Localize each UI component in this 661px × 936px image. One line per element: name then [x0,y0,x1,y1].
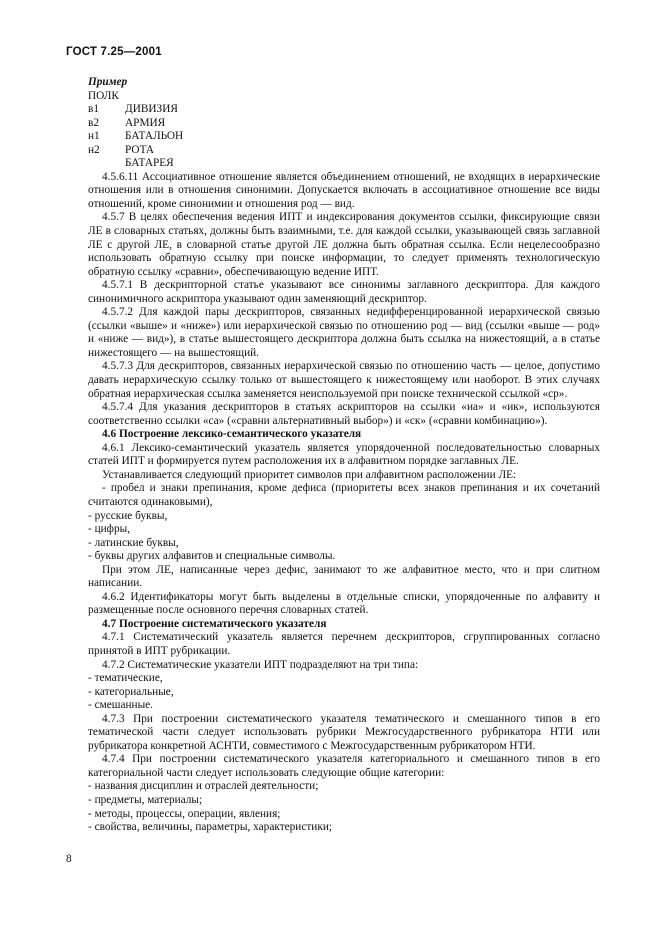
list-item: - цифры, [88,523,131,536]
example-term: ПОЛК [88,89,119,102]
example-code: в2 [88,116,99,129]
paragraph: 4.6.2 Идентификаторы могут быть выделены в отдельные списки, упорядоченные по алфавиту и размещенные после основного перечня словарных статей. [88,590,600,617]
list-item: - буквы других алфавитов и специальные символы. [88,550,336,563]
example-term: БАТАЛЬОН [125,130,184,143]
example-row [88,130,600,144]
section-heading: 4.6 Построение лексико-семантического указателя [102,428,362,441]
list-item: - латинские буквы, [88,536,179,549]
list-item: - тематические, [88,672,163,685]
example-block [88,76,600,171]
example-term: БАТАРЕЯ [125,157,174,170]
example-code: н2 [88,143,100,156]
example-code [88,157,125,171]
list-item: - категориальные, [88,685,174,698]
example-rows [88,90,600,171]
paragraph: 4.5.7.2 Для каждой пары дескрипторов, связанных недифференцированной иерархической связью (ссылки «выше» и «ниже») или иерархической связью по отношению род — вид (ссылки «выше — род» и «ниже — вид»), в статье вышестоящего дескриптора должна быть ссылка на нижестоящий, а в статье нижестоящего — на вышестоящий. [88,306,600,359]
example-row [88,103,600,117]
document-header: ГОСТ 7.25—2001 [66,46,162,58]
list-item: - смешанные. [88,699,153,712]
example-term: ДИВИЗИЯ [125,103,178,116]
paragraphs [88,171,600,835]
page-number: 8 [66,853,72,865]
example-term: РОТА [125,143,155,156]
example-row [88,117,600,131]
example-row [88,144,600,158]
paragraph: - пробел и знаки препинания, кроме дефиса (приоритеты всех знаков препинания и их сочетаний считаются одинаковыми), [88,482,600,508]
example-code: н1 [88,130,100,143]
paragraph: 4.7.1 Систематический указатель является перечнем дескрипторов, сгруппированных согласно принятой в ИПТ рубрикации. [88,631,600,657]
paragraph: При этом ЛЕ, написанные через дефис, занимают то же алфавитное место, что и при слитном написании. [88,563,600,590]
list-item: - русские буквы, [88,509,168,522]
paragraph: 4.5.7 В целях обеспечения ведения ИПТ и индексирования документов ссылки, фиксирующие связи ЛЕ в словарных статьях, должны быть взаимными, т.е. для каждой ссылки, указывающей связь заглавной ЛЕ с другой ЛЕ, в словарной статье другой ЛЕ должна быть обратная ссылка. Если нецелесообразно использовать обратную ссылку при поиске информации, то следует применять технологическую обратную ссылку «сравни», обеспечивающую ведение ИПТ. [88,211,600,278]
list-item: - предметы, материалы; [88,793,203,806]
example-row [88,157,600,171]
example-row [88,90,600,104]
list-item: - методы, процессы, операции, явления; [88,807,281,820]
example-code: в1 [88,103,99,116]
document-body [88,76,600,835]
paragraph: 4.5.7.1 В дескрипторной статье указывают все синонимы заглавного дескриптора. Для каждого синонимичного аскриптора указывают один заменяющий дескриптор. [88,279,600,305]
paragraph: 4.6.1 Лексико-семантический указатель является упорядоченной последовательностью словарных статей ИПТ и формируется путем расположения их в алфавитном порядке заглавных ЛЕ. [88,441,600,468]
paragraph: Устанавливается следующий приоритет символов при алфавитном расположении ЛЕ: [102,468,517,481]
example-title: Пример [88,76,128,88]
paragraph: 4.5.7.4 Для указания дескрипторов в статьях аскрипторов на ссылки «иа» и «ик», используются соответственно ссылки «са» («сравни альтернативный выбор») и «ск» («сравни комбинацию»). [88,401,600,427]
section-heading: 4.7 Построение систематического указателя [102,617,327,630]
example-term: АРМИЯ [125,116,166,129]
list-item: - названия дисциплин и отраслей деятельности; [88,780,319,793]
paragraph: 4.5.6.11 Ассоциативное отношение является объединением отношений, не входящих в иерархические отношения или в отношения синонимии. Допускается включать в ассоциативное отношение все виды отношений, кроме синонимии и отношения род — вид. [88,170,600,210]
paragraph: 4.5.7.3 Для дескрипторов, связанных иерархической связью по отношению часть — целое, допустимо давать иерархическую ссылку только от вышестоящего к нижестоящему или наоборот. В этих случаях обратная иерархическая ссылка заменяется неиспользуемой при поиске технической ссылкой «ср». [88,360,600,400]
paragraph: 4.7.2 Систематические указатели ИПТ подразделяют на три типа: [102,658,419,671]
paragraph: 4.7.4 При построении систематического указателя категориального и смешанного типов в его категориальной части следует использовать следующие общие категории: [88,753,600,779]
paragraph: 4.7.3 При построении систематического указателя тематического и смешанного типов в его тематической части следует использовать рубрики Межгосударственного рубрикатора НТИ или рубрикатора конкретной АСНТИ, совместимого с Межгосударственным рубрикатором НТИ. [88,712,600,752]
list-item: - свойства, величины, параметры, характеристики; [88,821,333,834]
